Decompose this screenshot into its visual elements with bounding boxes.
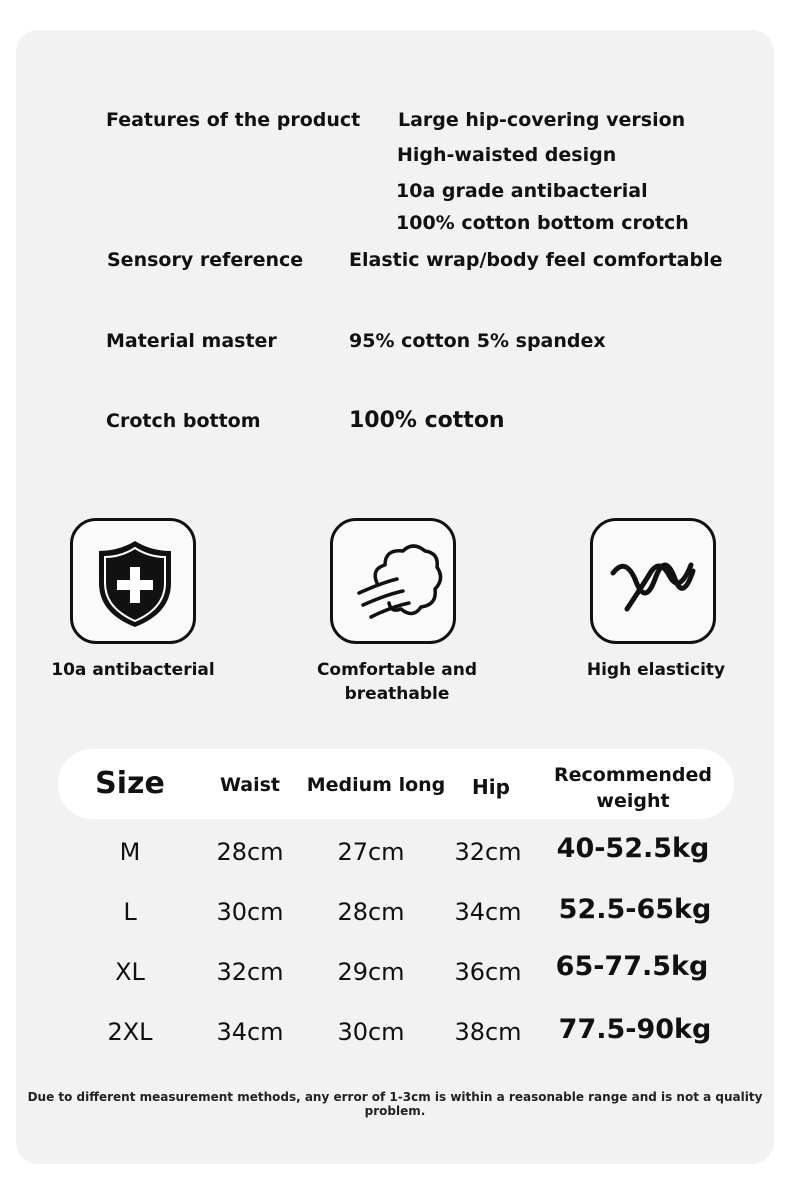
cell-waist: 34cm xyxy=(216,1018,284,1046)
cell-length: 29cm xyxy=(337,958,405,986)
cell-weight: 52.5-65kg xyxy=(558,894,712,925)
header-weight-line1: Recommended xyxy=(554,764,712,786)
cell-hip: 32cm xyxy=(454,838,522,866)
cell-hip: 38cm xyxy=(454,1018,522,1046)
cell-waist: 28cm xyxy=(216,838,284,866)
sensory-reference-value: Elastic wrap/body feel comfortable xyxy=(349,249,723,271)
cell-weight: 77.5-90kg xyxy=(558,1014,712,1045)
breathable-label-line1: Comfortable and xyxy=(316,660,478,680)
cell-waist: 32cm xyxy=(216,958,284,986)
cell-weight: 65-77.5kg xyxy=(555,951,709,982)
cell-hip: 34cm xyxy=(454,898,522,926)
elasticity-label: High elasticity xyxy=(586,660,726,680)
cell-size: XL xyxy=(115,958,145,986)
features-label: Features of the product xyxy=(106,109,361,131)
antibacterial-label: 10a antibacterial xyxy=(51,660,215,680)
breathable-cloud-icon xyxy=(333,521,453,641)
sensory-reference-label: Sensory reference xyxy=(107,249,304,271)
breathable-badge xyxy=(330,518,456,644)
feature-item: High-waisted design xyxy=(397,144,617,166)
elasticity-badge xyxy=(590,518,716,644)
feature-item: 10a grade antibacterial xyxy=(396,180,648,202)
header-medium-long: Medium long xyxy=(306,774,446,796)
header-recommended-weight xyxy=(548,762,718,814)
breathable-label xyxy=(300,658,494,706)
breathable-label-line2: breathable xyxy=(344,684,450,704)
feature-item: Large hip-covering version xyxy=(398,109,686,131)
cell-waist: 30cm xyxy=(216,898,284,926)
crotch-bottom-label: Crotch bottom xyxy=(106,410,261,432)
cell-size: 2XL xyxy=(107,1018,153,1046)
material-value: 95% cotton 5% spandex xyxy=(349,330,606,352)
header-hip: Hip xyxy=(472,775,510,799)
cell-length: 27cm xyxy=(337,838,405,866)
measurement-note: Due to different measurement methods, any error of 1-3cm is within a reasonable range and is not a quality problem. xyxy=(27,1090,763,1118)
cell-length: 28cm xyxy=(337,898,405,926)
elastic-wave-icon xyxy=(593,521,713,641)
shield-plus-icon xyxy=(73,521,193,641)
cell-size: L xyxy=(123,898,137,926)
cell-size: M xyxy=(119,838,141,866)
header-waist: Waist xyxy=(219,774,280,796)
header-weight-line2: weight xyxy=(596,790,670,812)
material-label: Material master xyxy=(106,330,277,352)
feature-item: 100% cotton bottom crotch xyxy=(396,212,689,234)
cell-weight: 40-52.5kg xyxy=(556,833,710,864)
header-size: Size xyxy=(95,766,165,801)
antibacterial-badge xyxy=(70,518,196,644)
crotch-bottom-value: 100% cotton xyxy=(349,408,505,433)
cell-hip: 36cm xyxy=(454,958,522,986)
cell-length: 30cm xyxy=(337,1018,405,1046)
